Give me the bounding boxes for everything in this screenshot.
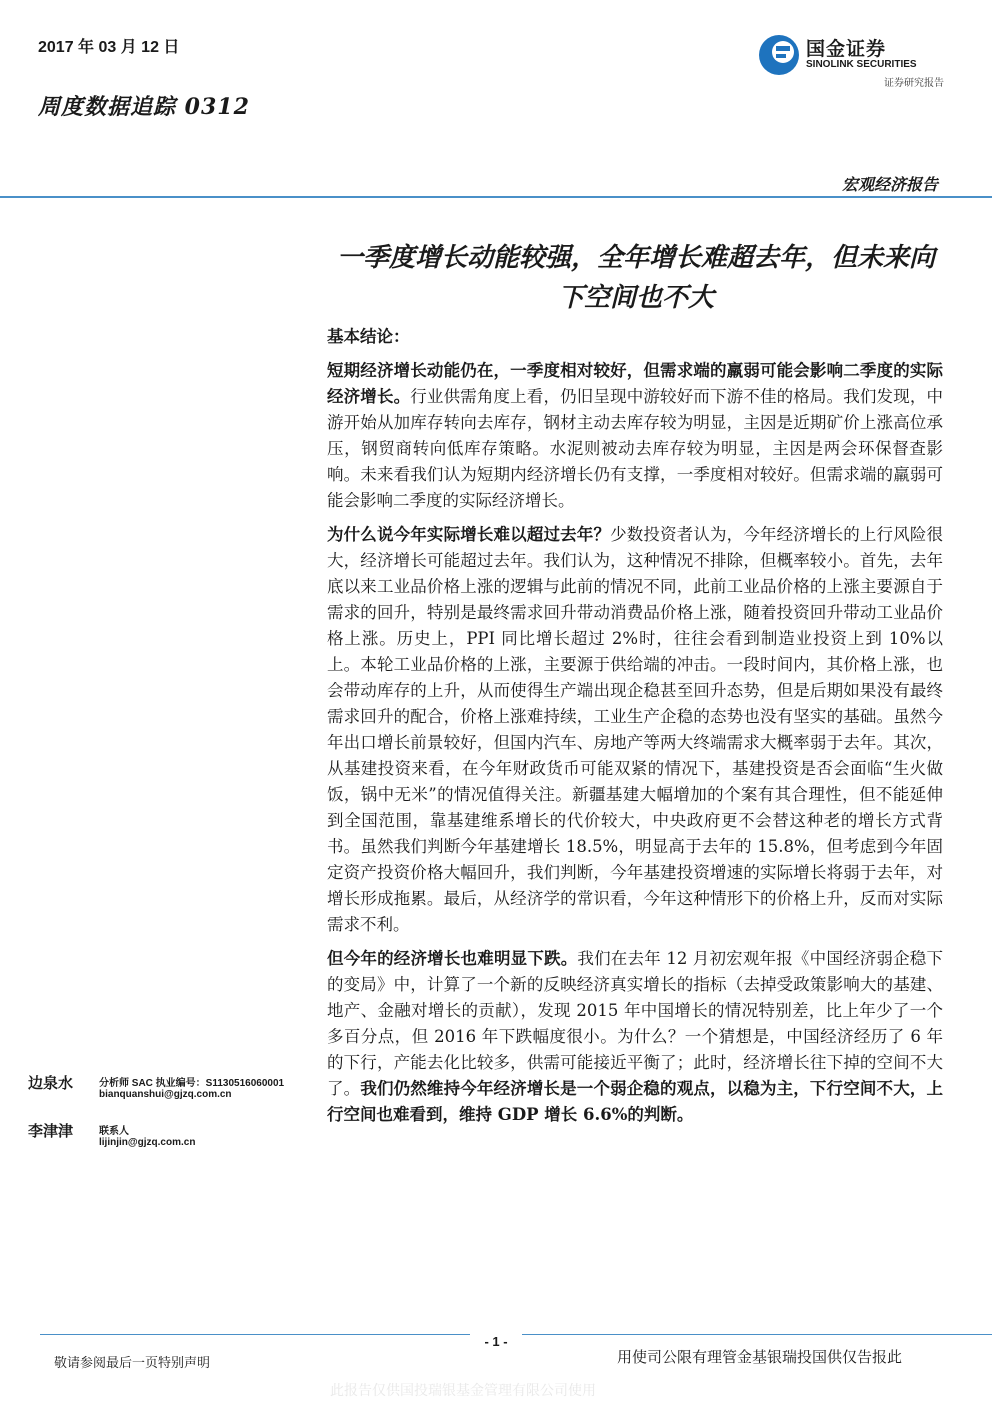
contact-name: 李津津: [28, 1122, 74, 1140]
section-heading: 基本结论：: [327, 327, 410, 346]
watermark: 此报告仅供国投瑞银基金管理有限公司使用: [330, 1383, 596, 1399]
main-content: [327, 324, 943, 1136]
company-logo: [756, 30, 946, 90]
paragraph-1: [327, 358, 943, 514]
header-divider: [0, 196, 992, 198]
paragraph-3-body: 我们在去年 12 月初宏观年报《中国经济弱企稳下的变局》中，计算了一个新的反映经济真实增长的指标（去掉受政策影响大的基建、地产、金融对增长的贡献），发现 2015 年中国增长的情况特别差，比上年少了一个多百分点，但 2016 年下跌幅度很小。为什么？一个猜想是，中国经济经历了 6 年的下行，产能去化比较多，供需可能接近平衡了；此时，经济增长往下掉的空间不大了。: [327, 949, 943, 1098]
logo-name-en: SINOLINK SECURITIES: [806, 59, 917, 70]
contact-role: 联系人: [99, 1126, 129, 1137]
sinolink-logo-icon: [756, 32, 802, 78]
paragraph-1-body: 行业供需角度上看，仍旧呈现中游较好而下游不佳的格局。我们发现，中游开始从加库存转向去库存，钢材主动去库存较为明显，主因是近期矿价上涨高位承压，钢贸商转向低库存策略。水泥则被动去库存较为明显，主因是两会环保督查影响。未来看我们认为短期内经济增长仍有支撑，一季度相对较好。但需求端的羸弱可能会影响二季度的实际经济增长。: [327, 387, 944, 510]
report-series-title: 周度数据追踪 0312: [38, 94, 250, 120]
analyst-email[interactable]: bianquanshui@gjzq.com.cn: [99, 1089, 232, 1100]
report-title: 一季度增长动能较强，全年增长难超去年，但未来向下空间也不大: [336, 243, 935, 313]
paragraph-3-conclusion: 我们仍然维持今年经济增长是一个弱企稳的观点，以稳为主，下行空间不大，上行空间也难看到，维持 GDP 增长 6.6%的判断。: [327, 1079, 944, 1124]
paragraph-3: [327, 946, 943, 1128]
disclaimer-note: 敬请参阅最后一页特别声明: [54, 1356, 211, 1371]
paragraph-1-lead: 短期经济增长动能仍在，一季度相对较好，但需求端的羸弱可能会影响二季度的实际经济增长。: [327, 361, 943, 406]
page-number: - 1 -: [470, 1334, 522, 1349]
paragraph-2-lead: 为什么说今年实际增长难以超过去年？: [327, 525, 611, 544]
logo-subtitle: 证券研究报告: [884, 78, 944, 89]
report-date: 2017 年 03 月 12 日: [38, 39, 180, 56]
footer-right-note: 用使司公限有理管金基银瑞投国供仅告报此: [617, 1348, 903, 1366]
contact-email[interactable]: lijinjin@gjzq.com.cn: [99, 1137, 196, 1148]
paragraph-2-body: 少数投资者认为，今年经济增长的上行风险很大，经济增长可能超过去年。我们认为，这种情况不排除，但概率较小。首先，去年底以来工业品价格上涨的逻辑与此前的情况不同，此前工业品价格的上涨主要源自于需求的回升，特别是最终需求回升带动消费品价格上涨，随着投资回升带动工业品价格上涨。历史上，PPI 同比增长超过 2%时，往往会看到制造业投资上到 10%以上。本轮工业品价格的上涨，主要源于供给端的冲击。一段时间内，其价格上涨，也会带动库存的上升，从而使得生产端出现企稳甚至回升态势，但是后期如果没有最终需求回升的配合，价格上涨难持续，工业生产企稳的态势也没有坚实的基础。虽然今年出口增长前景较好，但国内汽车、房地产等两大终端需求大概率弱于去年。其次，从基建投资来看，在今年财政货币可能双紧的情况下，基建投资是否会面临“生火做饭，锅中无米”的情况值得关注。新疆基建大幅增加的个案有其合理性，但不能延伸到全国范围，靠基建维系增长的代价较大，中央政府更不会替这种老的增长方式背书。虽然我们判断今年基建增长 18.5%，明显高于去年的 15.8%，但考虑到今年固定资产投资价格大幅回升，我们判断，今年基建投资增速的实际增长将弱于去年，对增长形成拖累。最后，从经济学的常识看，今年这种情形下的价格上升，反而对实际需求不利。: [327, 525, 944, 934]
analyst-role: 分析师 SAC 执业编号：S1130516060001: [99, 1078, 285, 1089]
report-category: 宏观经济报告: [841, 175, 938, 194]
paragraph-3-lead: 但今年的经济增长也难明显下跌。: [327, 949, 578, 968]
paragraph-2: [327, 522, 943, 938]
logo-name-cn: 国金证券: [806, 38, 887, 60]
analyst-name: 边泉水: [28, 1074, 74, 1092]
